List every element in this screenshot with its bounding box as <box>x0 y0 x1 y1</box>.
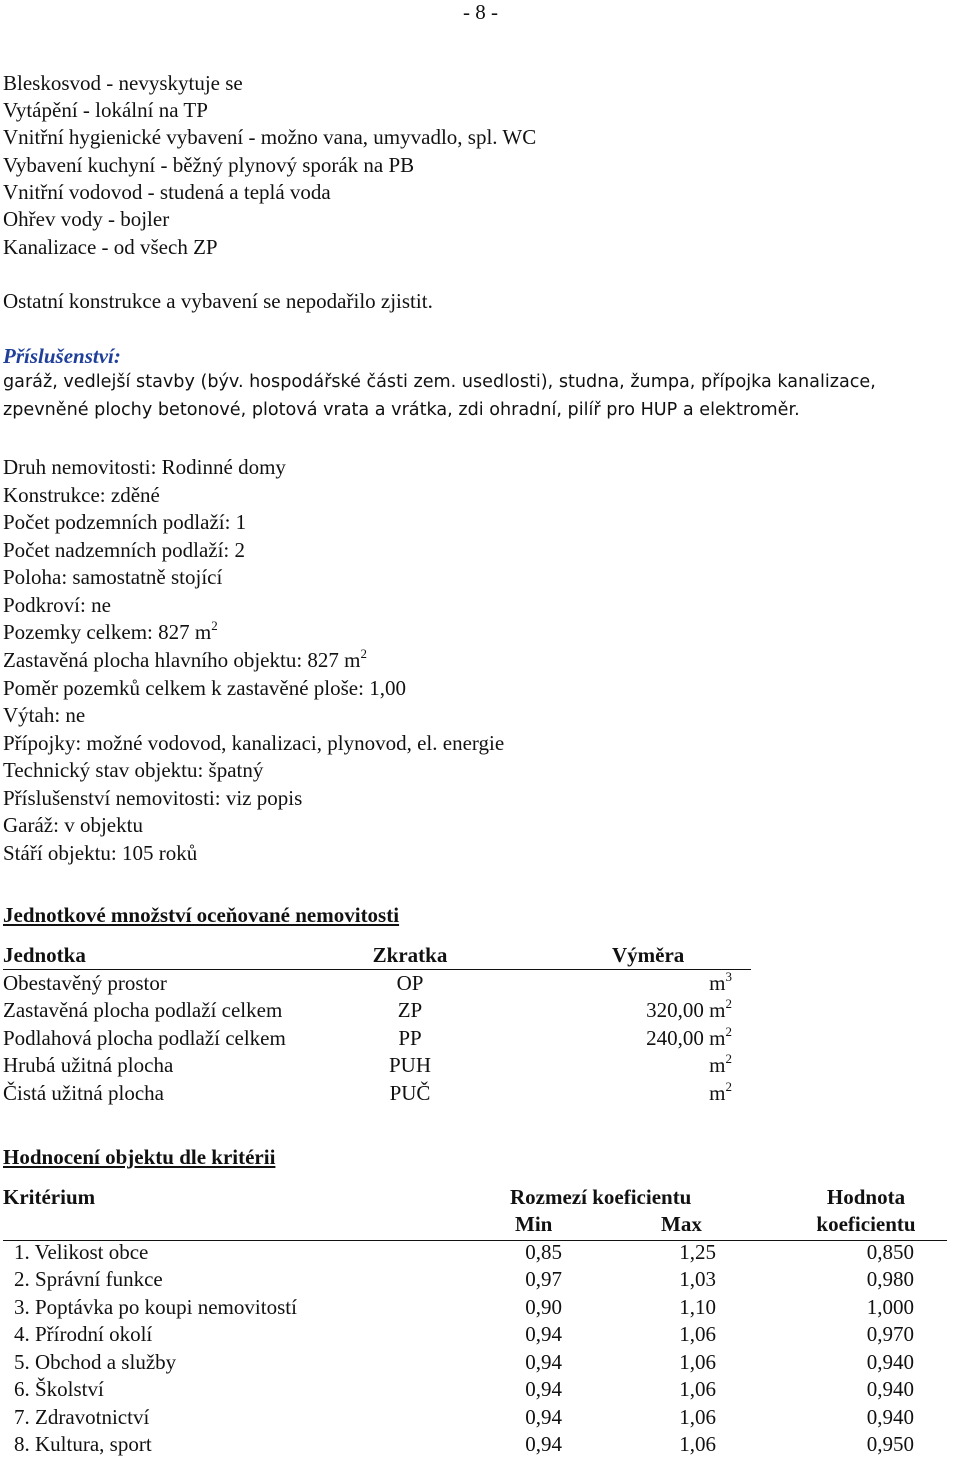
unit-row-value: 240,00 $m^2$ <box>646 1024 732 1050</box>
criteria-value: 0,940 <box>866 1350 914 1374</box>
criteria-value: 0,850 <box>866 1240 914 1264</box>
criteria-min: 0,94 <box>525 1405 562 1429</box>
unit-row-abbr: PUČ <box>389 1081 431 1105</box>
property-line: Podkroví: ne <box>3 593 111 617</box>
unit-header-unit: Jednotka <box>3 943 86 967</box>
criteria-value: 0,940 <box>866 1405 914 1429</box>
equipment-line: Bleskosvod - nevyskytuje se <box>3 71 243 95</box>
criteria-max: 1,03 <box>679 1267 716 1291</box>
superscript: 2 <box>211 618 218 633</box>
unit-header-area: Výměra <box>612 943 685 967</box>
property-line: Druh nemovitosti: Rodinné domy <box>3 455 286 479</box>
criteria-label: 6. Školství <box>14 1377 104 1401</box>
criteria-max: 1,06 <box>679 1322 716 1346</box>
unit-row-name: Čistá užitná plocha <box>3 1081 164 1105</box>
property-line: Počet nadzemních podlaží: 2 <box>3 538 246 562</box>
accessories-line: zpevněné plochy betonové, plotová vrata a vrátka, zdi ohradní, pilíř pro HUP a elektroměr. <box>3 400 800 420</box>
criteria-label: 4. Přírodní okolí <box>14 1322 153 1346</box>
criteria-min: 0,90 <box>525 1295 562 1319</box>
equipment-line: Vybavení kuchyní - běžný plynový sporák na PB <box>3 153 415 177</box>
unit-row-abbr: OP <box>396 971 424 995</box>
unit-row-name: Hrubá užitná plocha <box>3 1053 174 1077</box>
property-text: Pozemky celkem: 827 m <box>3 620 212 644</box>
property-line: Výtah: ne <box>3 703 86 727</box>
criteria-header-criterion: Kritérium <box>3 1185 96 1209</box>
criteria-max: 1,06 <box>679 1377 716 1401</box>
criteria-label: 3. Poptávka po koupi nemovitostí <box>14 1295 297 1319</box>
unit-row-value: 320,00 $m^2$ <box>646 996 732 1022</box>
unit-table-title: Jednotkové množství oceňované nemovitosti <box>3 903 400 927</box>
accessories-line: garáž, vedlejší stavby (býv. hospodářské části zem. usedlosti), studna, žumpa, přípojka kanalizace, <box>3 372 876 392</box>
accessories-heading: Příslušenství: <box>3 344 121 368</box>
criteria-label: 7. Zdravotnictví <box>14 1405 150 1429</box>
unit-row-name: Podlahová plocha podlaží celkem <box>3 1026 286 1050</box>
property-line: Příslušenství nemovitosti: viz popis <box>3 786 303 810</box>
property-line: Technický stav objektu: špatný <box>3 758 264 782</box>
equipment-line: Vytápění - lokální na TP <box>3 98 208 122</box>
criteria-value: 0,970 <box>866 1322 914 1346</box>
equipment-line: Kanalizace - od všech ZP <box>3 235 218 259</box>
equipment-line: Ohřev vody - bojler <box>3 207 170 231</box>
criteria-min: 0,94 <box>525 1350 562 1374</box>
criteria-min: 0,85 <box>525 1240 562 1264</box>
criteria-min: 0,94 <box>525 1377 562 1401</box>
criteria-value: 0,950 <box>866 1432 914 1456</box>
criteria-label: 2. Správní funkce <box>14 1267 163 1291</box>
property-line: Poměr pozemků celkem k zastavěné ploše: 1,00 <box>3 676 406 700</box>
property-line: Poloha: samostatně stojící <box>3 565 223 589</box>
property-line: Přípojky: možné vodovod, kanalizaci, plynovod, el. energie <box>3 731 505 755</box>
unit-row-name: Obestavěný prostor <box>3 971 167 995</box>
property-line: Stáří objektu: 105 roků <box>3 841 198 865</box>
other-note: Ostatní konstrukce a vybavení se nepodařilo zjistit. <box>3 289 433 313</box>
criteria-header-value: Hodnota <box>826 1185 906 1209</box>
criteria-table-title: Hodnocení objektu dle kritérii <box>3 1145 276 1169</box>
unit-row-abbr: ZP <box>397 998 423 1022</box>
criteria-max: 1,06 <box>679 1350 716 1374</box>
property-text: Zastavěná plocha hlavního objektu: 827 m <box>3 648 361 672</box>
unit-header-abbr: Zkratka <box>372 943 448 967</box>
criteria-value: 0,980 <box>866 1267 914 1291</box>
criteria-header-max: Max <box>661 1212 702 1236</box>
unit-row-name: Zastavěná plocha podlaží celkem <box>3 998 283 1022</box>
property-line: Konstrukce: zděné <box>3 483 160 507</box>
criteria-max: 1,06 <box>679 1405 716 1429</box>
criteria-min: 0,94 <box>525 1322 562 1346</box>
criteria-max: 1,06 <box>679 1432 716 1456</box>
criteria-value: 1,000 <box>866 1295 914 1319</box>
equipment-line: Vnitřní vodovod - studená a teplá voda <box>3 180 331 204</box>
unit-row-value: $m^3$ <box>709 969 732 995</box>
property-line: Počet podzemních podlaží: 1 <box>3 510 247 534</box>
criteria-label: 1. Velikost obce <box>14 1240 149 1264</box>
unit-row-value: $m^2$ <box>709 1051 732 1077</box>
superscript: 2 <box>360 646 367 661</box>
criteria-label: 8. Kultura, sport <box>14 1432 152 1456</box>
unit-row-abbr: PP <box>398 1026 422 1050</box>
criteria-label: 5. Obchod a služby <box>14 1350 177 1374</box>
criteria-value: 0,940 <box>866 1377 914 1401</box>
criteria-header-value: koeficientu <box>816 1212 916 1236</box>
unit-header-rule <box>3 969 751 970</box>
criteria-header-min: Min <box>515 1212 553 1236</box>
criteria-min: 0,97 <box>525 1267 562 1291</box>
page-number: - 8 - <box>463 0 498 24</box>
criteria-max: 1,25 <box>679 1240 716 1264</box>
criteria-min: 0,94 <box>525 1432 562 1456</box>
property-line: Garáž: v objektu <box>3 813 143 837</box>
unit-row-value: $m^2$ <box>709 1079 732 1105</box>
criteria-header-range: Rozmezí koeficientu <box>510 1185 692 1209</box>
property-line-with-exp <box>3 646 367 672</box>
equipment-line: Vnitřní hygienické vybavení - možno vana, umyvadlo, spl. WC <box>3 125 537 149</box>
criteria-max: 1,10 <box>679 1295 716 1319</box>
property-line-with-exp <box>3 618 218 644</box>
unit-row-abbr: PUH <box>388 1053 431 1077</box>
